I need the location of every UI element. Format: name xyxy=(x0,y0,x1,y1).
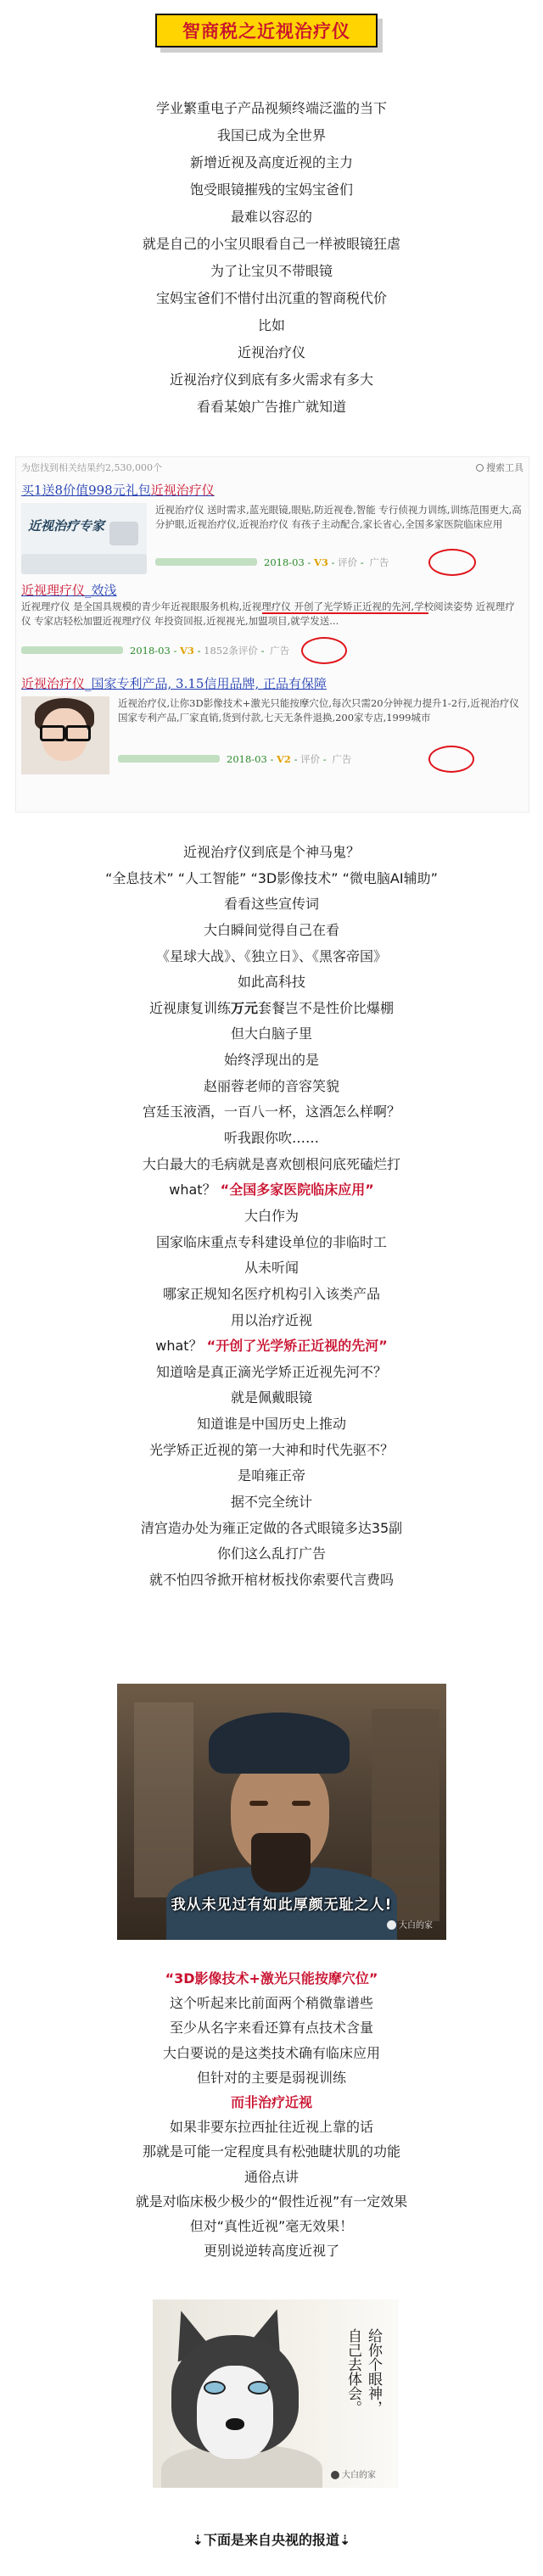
ad-2-ratings[interactable]: 1852条评价 xyxy=(204,645,258,657)
ad-2-url-blur xyxy=(21,646,123,654)
text-line: 光学矫正近视的第一大神和时代先驱不？ xyxy=(148,1441,394,1458)
ad-1-badge: V3 xyxy=(314,556,328,568)
search-tools-label: 搜索工具 xyxy=(486,462,523,473)
text-line: 宫廷玉液酒，一百八一杯，这酒怎么样啊？ xyxy=(142,1104,400,1120)
text-line: 近视治疗仪到底有多火需求有多大 xyxy=(169,372,373,388)
meme1-background xyxy=(134,1702,193,1897)
ad-3-ad-tag: 广告 xyxy=(332,753,352,765)
thumb-blur-bottom xyxy=(21,554,147,574)
line-text: 套餐岂不是性价比爆棚 xyxy=(258,999,395,1016)
text-line: 从未听闻 xyxy=(244,1260,299,1277)
ad-1-thumb-text: 近视治疗专家 xyxy=(28,518,105,534)
text-line: 据不完全统计 xyxy=(230,1494,312,1511)
ad-2-underline xyxy=(262,612,428,614)
glasses-lens xyxy=(65,725,91,741)
text-line: 但对“真性近视”毫无效果！ xyxy=(189,2217,354,2234)
text-line: 新增近视及高度近视的主力 xyxy=(189,154,353,170)
text-line: 用以治疗近视 xyxy=(230,1311,312,1328)
text-line xyxy=(0,1177,543,1204)
ad-3-badge: V2 xyxy=(277,753,291,765)
emphasis-quote: “开创了光学矫正近视的先河” xyxy=(206,1338,388,1355)
text-line: 比如 xyxy=(257,317,285,333)
text-line: 就是自己的小宝贝眼看自己一样被眼镜狂虐 xyxy=(142,236,400,252)
result-count: 为您找到相关结果约2,530,000个 xyxy=(21,462,162,473)
text-line: “全息技术” “人工智能” “3D影像技术” “微电脑AI辅助” xyxy=(105,869,438,886)
ad-2-badge: V3 xyxy=(180,645,194,657)
ad-2-meta: 2018-03 - V3 - 1852条评价 - 广告 xyxy=(21,644,292,657)
ad-3-url-blur xyxy=(118,755,220,763)
text-line: 饱受眼镜摧残的宝妈宝爸们 xyxy=(189,182,353,198)
ad-2-title-prefix: 近视理疗仪 xyxy=(21,583,86,598)
dog-eye xyxy=(204,2381,226,2394)
meme1-watermark-text: 大白的家 xyxy=(399,1921,433,1931)
ad-3-date: 2018-03 xyxy=(227,753,267,765)
ad-3-meta: 2018-03 - V2 - 评价 - 广告 xyxy=(118,752,354,766)
footer-caption: ⇣下面是来自央视的报道⇣ xyxy=(192,2532,351,2548)
text-line: 近视治疗仪到底是个神马鬼？ xyxy=(182,844,360,860)
text-line: 赵丽蓉老师的音容笑貌 xyxy=(203,1077,339,1094)
ad-1-ad-tag: 广告 xyxy=(369,556,389,568)
text-line: 就不怕四爷掀开棺材板找你索要代言费吗 xyxy=(148,1571,394,1588)
text-line: 最难以容忍的 xyxy=(230,209,312,225)
dog-face xyxy=(197,2366,273,2459)
emphasis-quote: “全国多家医院临床应用” xyxy=(220,1182,374,1199)
line-text: what？ xyxy=(169,1182,221,1199)
text-line: 通俗点讲 xyxy=(244,2168,299,2185)
emphasis-text: 万元 xyxy=(230,999,258,1016)
text-line: 清宫造办处为雍正定做的各式眼镜多达35副 xyxy=(140,1519,403,1536)
emphasis-quote: 而非治疗近视 xyxy=(230,2093,312,2110)
page-title: 智商税之近视治疗仪 xyxy=(155,14,378,47)
analysis-text xyxy=(0,1966,543,2263)
ad-3-highlight-circle xyxy=(428,746,474,773)
text-line: 是咱雍正帝 xyxy=(237,1467,305,1484)
ad-1-title-highlight: 近视治疗仪 xyxy=(150,483,215,498)
meme2-caption xyxy=(343,2328,383,2415)
text-line: 但大白脑子里 xyxy=(230,1025,312,1042)
line-text: 近视康复训练 xyxy=(148,999,231,1016)
dog-nose xyxy=(226,2418,244,2430)
meme2-caption-line: 给你个眼神， xyxy=(365,2328,382,2415)
meme-image-2 xyxy=(153,2299,399,2488)
text-line: 至少从名字来看还算有点技术含量 xyxy=(169,2020,373,2037)
watermark-logo-icon xyxy=(387,1920,396,1930)
text-line: 就是佩戴眼镜 xyxy=(230,1389,312,1406)
text-line: 宝妈宝爸们不惜付出沉重的智商税代价 xyxy=(155,290,387,306)
text-line: 大白最大的毛病就是喜欢刨根问底死磕烂打 xyxy=(142,1155,400,1172)
ad-result-3-title[interactable] xyxy=(21,674,327,692)
ad-result-1-title[interactable] xyxy=(21,481,215,499)
ad-2-description: 近视理疗仪 是全国具规模的青少年近视眼服务机构,近视理疗仪 开创了光学矫正近视的先河,学校阅读姿势 近视理疗仪 专家店轻松加盟近视理疗仪 年投资回报,近视视光,加盟项目,就学发送... xyxy=(21,601,515,627)
ad-3-rating[interactable]: 评价 xyxy=(300,753,321,765)
meme1-caption: 我从未见过有如此厚颜无耻之人! xyxy=(171,1897,393,1914)
text-line: 就是对临床极少极少的“假性近视”有一定效果 xyxy=(135,2193,408,2210)
ad-1-highlight-circle xyxy=(428,549,476,576)
ad-2-highlight-circle xyxy=(301,637,347,664)
text-line: 哪家正规知名医疗机构引入该类产品 xyxy=(162,1285,380,1302)
text-line xyxy=(0,1966,543,1991)
search-tools-icon xyxy=(476,464,484,472)
text-line: 《星球大战》、《独立日》、《黑客帝国》 xyxy=(155,947,387,964)
intro-text xyxy=(0,95,543,421)
text-line xyxy=(0,996,543,1022)
text-line: 那就是可能一定程度具有松弛睫状肌的功能 xyxy=(142,2143,400,2160)
text-line: 更别说逆转高度近视了 xyxy=(203,2243,339,2260)
meme1-hat xyxy=(209,1713,350,1774)
ad-1-thumbnail xyxy=(21,503,147,574)
text-line: 我国已成为全世界 xyxy=(216,127,326,143)
text-line: 这个听起来比前面两个稍微靠谱些 xyxy=(169,1995,373,2012)
meme1-watermark xyxy=(387,1918,433,1931)
dog-eye xyxy=(248,2381,270,2394)
text-line xyxy=(0,2090,543,2115)
text-line: 你们这么乱打广告 xyxy=(216,1545,326,1562)
ad-2-ad-tag: 广告 xyxy=(270,645,290,657)
text-line: 近视治疗仪 xyxy=(237,344,305,360)
text-line: 但针对的主要是弱视训练 xyxy=(196,2069,346,2086)
title-banner xyxy=(155,14,384,54)
meme2-watermark xyxy=(331,2467,376,2480)
text-line: 如此高科技 xyxy=(237,974,305,991)
line-text: what？ xyxy=(155,1338,207,1355)
glasses-icon xyxy=(40,725,91,737)
meme2-watermark-text: 大白的家 xyxy=(342,2471,376,2480)
ad-1-url-blur xyxy=(155,558,257,566)
text-line: 始终浮现出的是 xyxy=(223,1052,319,1069)
ad-3-title-prefix: 近视治疗仪 xyxy=(21,676,86,691)
text-line: 如果非要东拉西扯往近视上靠的话 xyxy=(169,2119,373,2136)
meme-image-1 xyxy=(117,1684,446,1940)
ad-1-rating[interactable]: 评价 xyxy=(338,556,358,568)
ad-result-2-title[interactable] xyxy=(21,581,117,599)
text-line: 知道啥是真正滴光学矫正近视先河不？ xyxy=(155,1363,387,1380)
search-tools-link[interactable] xyxy=(476,461,523,474)
glasses-lens xyxy=(40,725,65,741)
ad-2-date: 2018-03 xyxy=(130,645,171,657)
ad-3-description: 近视治疗仪,让你3D影像技术+激光只能按摩穴位,每次只需20分钟视力提升1-2行,近视治疗仪 国家专利产品,厂家直销,货到付款,七天无条件退换,200家专店,1999城市 xyxy=(118,697,519,724)
meme2-caption-line: 自己去体会。 xyxy=(344,2328,361,2415)
ad-3-thumbnail xyxy=(21,696,109,774)
ad-1-title-prefix: 买1送8价值998元礼包 xyxy=(21,483,151,498)
ad-1-meta: 2018-03 - V3 - 评价 - 广告 xyxy=(155,556,391,569)
body-text xyxy=(0,840,543,1594)
text-line: 为了让宝贝不带眼镜 xyxy=(210,263,333,279)
text-line: 看看某娘广告推广就知道 xyxy=(196,399,346,415)
text-line: 听我跟你吹…… xyxy=(223,1130,319,1147)
ad-1-description: 近视治疗仪 送时需求,蓝光眼镜,眼贴,防近视卷,智能 专行侦视力训练,训练范围更大,高分护眼,近视治疗仪,近视治疗仪 有孩子主动配合,家长省心,全国多家医院临床应用 xyxy=(155,504,522,530)
text-line: 知道谁是中国历史上推动 xyxy=(196,1416,346,1433)
text-line: 大白瞬间觉得自己在看 xyxy=(203,921,339,938)
text-line xyxy=(0,1333,543,1360)
text-line: 学业繁重电子产品视频终端泛滥的当下 xyxy=(155,100,387,116)
text-line: 大白要说的是这类技术确有临床应用 xyxy=(162,2044,380,2061)
ad-1-date: 2018-03 xyxy=(264,556,305,568)
ad-3-title-suffix: _国家专利产品, 3.15信用品牌, 正品有保障 xyxy=(85,676,327,691)
thumb-blur xyxy=(109,522,138,545)
emphasis-quote: “3D影像技术+激光只能按摩穴位” xyxy=(165,1970,378,1986)
text-line: 大白作为 xyxy=(244,1207,299,1224)
ad-2-title-suffix: _效浅 xyxy=(85,583,117,598)
watermark-logo-icon xyxy=(331,2471,339,2479)
meme1-eye xyxy=(292,1801,311,1806)
text-line: 看看这些宣传词 xyxy=(223,896,319,913)
text-line: 国家临床重点专科建设单位的非临时工 xyxy=(155,1233,387,1250)
meme1-eye xyxy=(249,1801,268,1806)
meme1-beard xyxy=(251,1833,311,1892)
search-results-screenshot xyxy=(15,456,529,813)
